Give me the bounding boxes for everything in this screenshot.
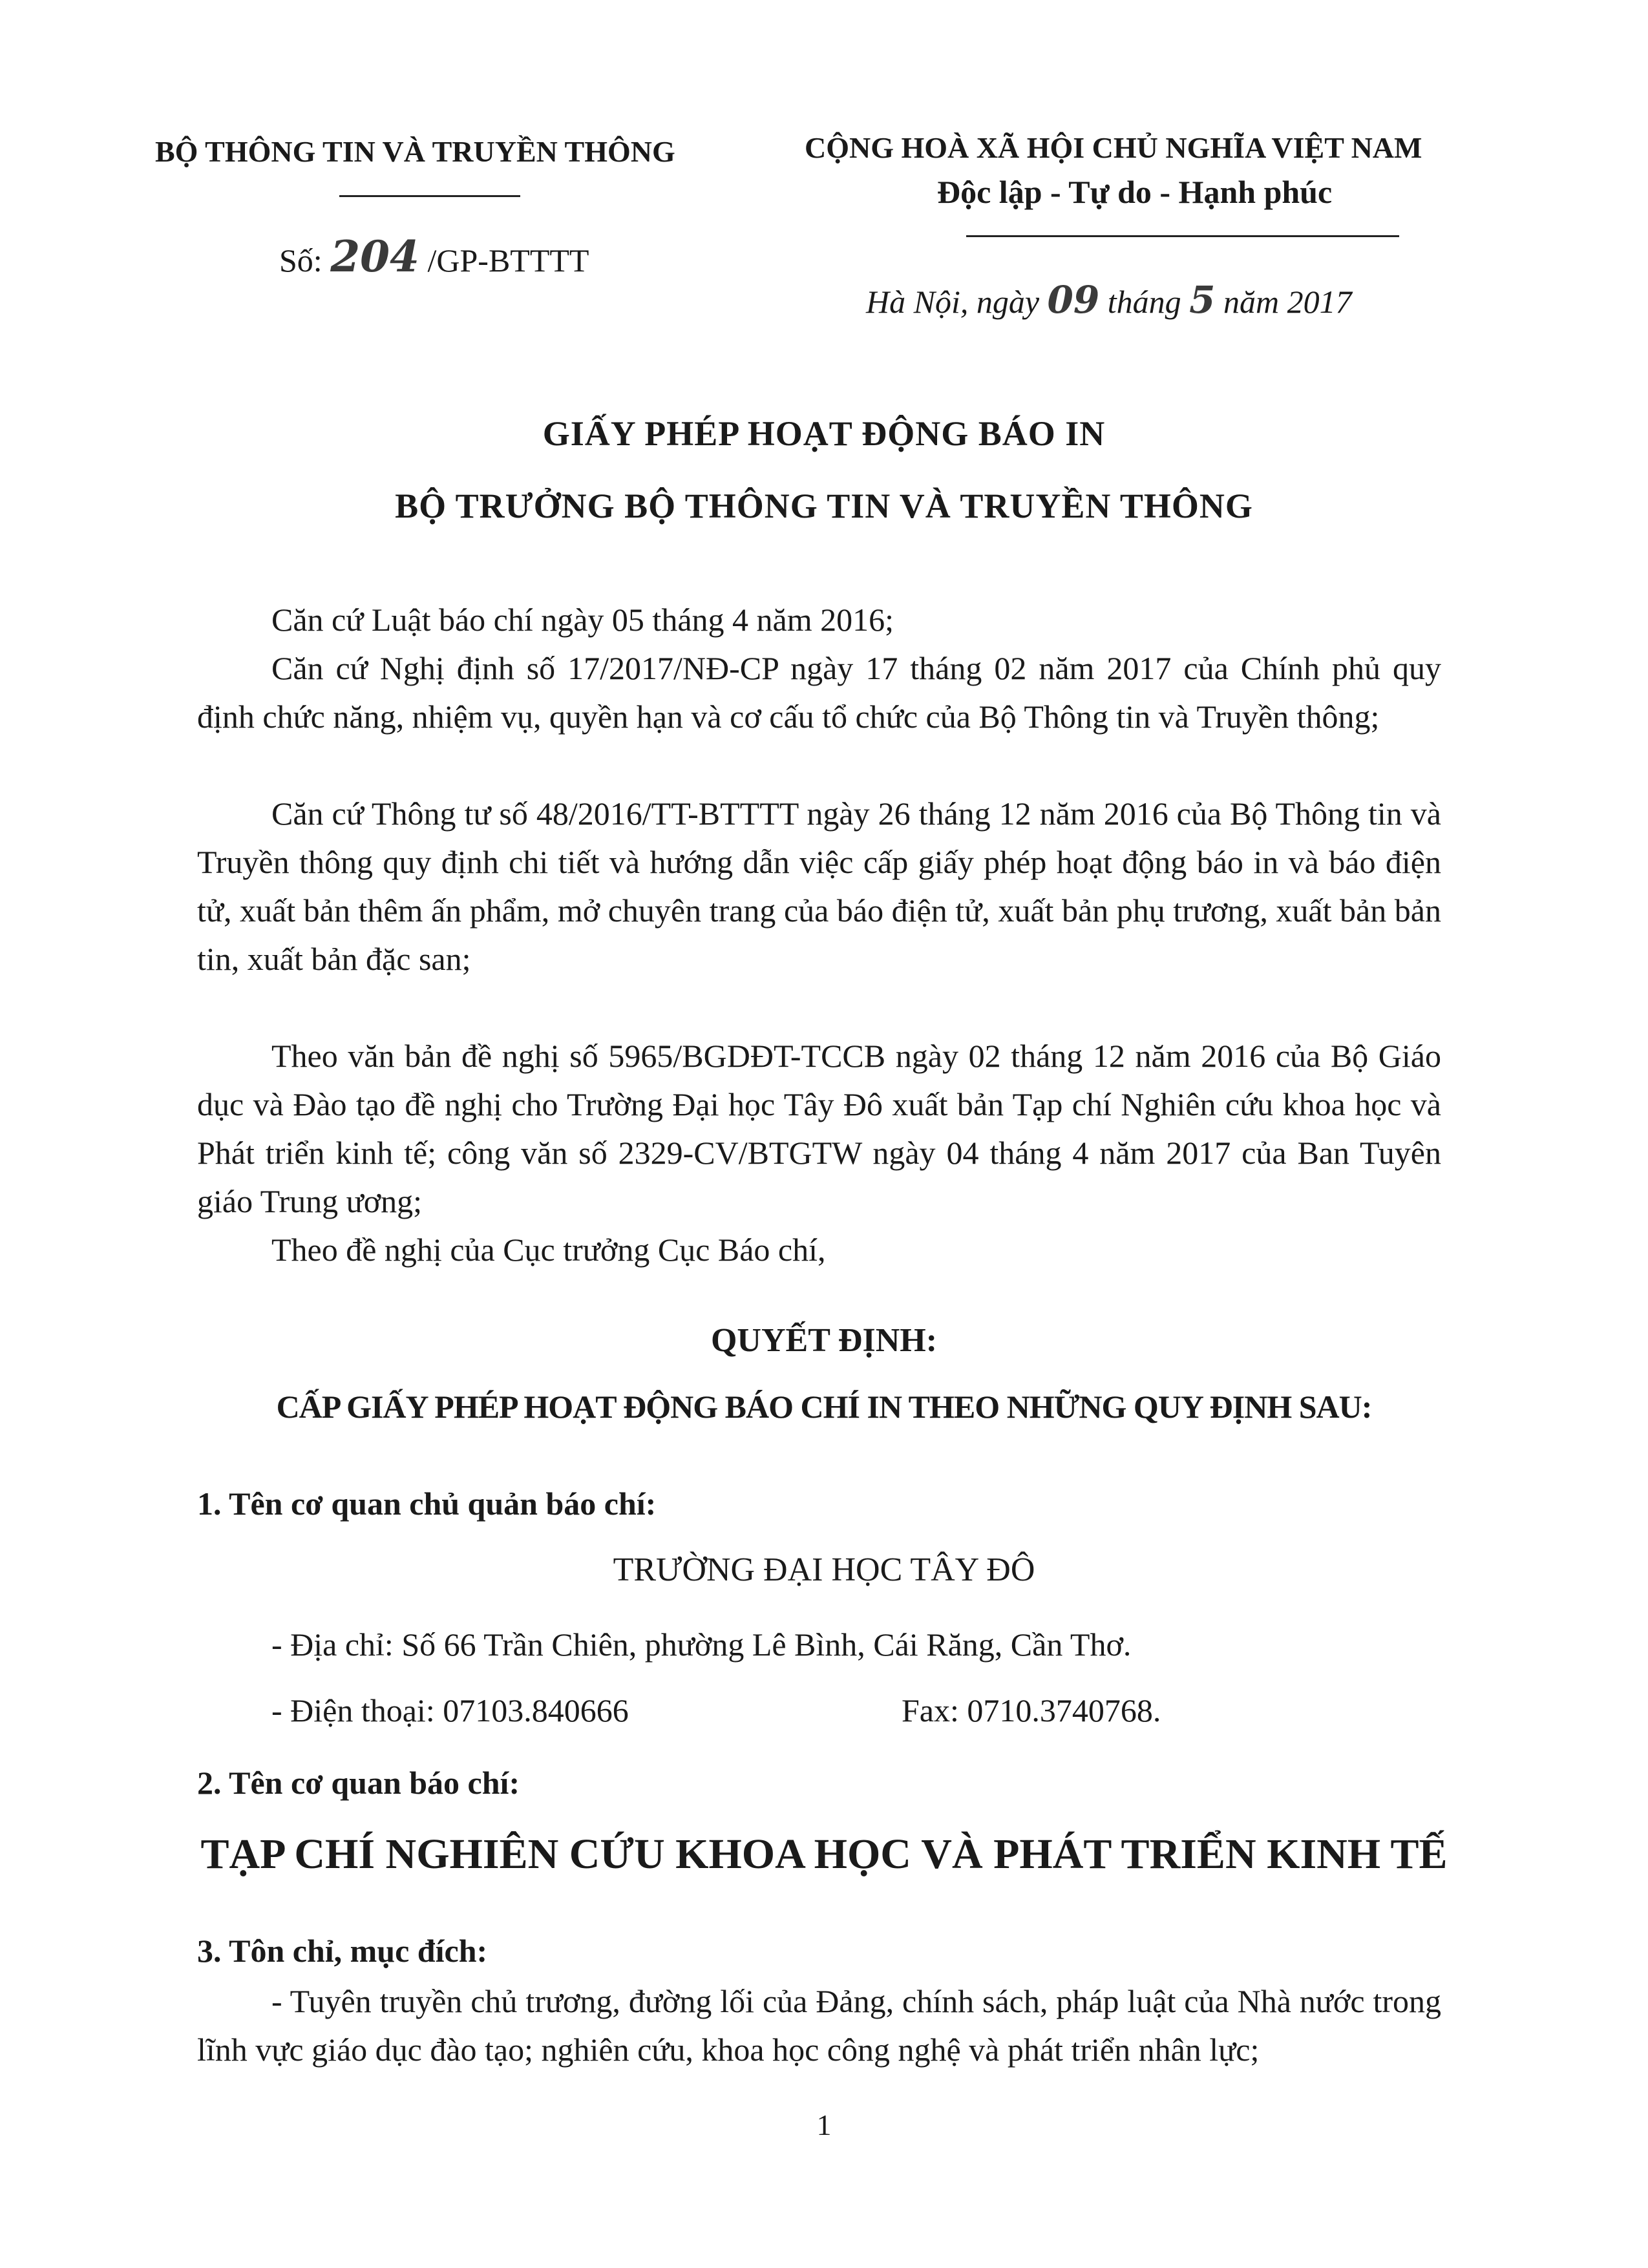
preamble-2: Căn cứ Nghị định số 17/2017/NĐ-CP ngày 17 tháng 02 năm 2017 của Chính phủ quy định chức năng, nhiệm vụ, quyền hạn và cơ cấu tổ chức của Bộ Thông tin và Truyền thông; <box>197 650 1441 735</box>
decision-heading: QUYẾT ĐỊNH: <box>710 1322 938 1359</box>
date-prefix: Hà Nội, ngày <box>866 284 1040 320</box>
section2-journal-name: TẠP CHÍ NGHIÊN CỨU KHOA HỌC VÀ PHÁT TRIỂN KINH TẾ <box>200 1831 1448 1878</box>
section3-item1: - Tuyên truyền chủ trương, đường lối của Đảng, chính sách, pháp luật của Nhà nước trong lĩnh vực giáo dục đào tạo; nghiên cứu, khoa học công nghệ và phát triển nhân lực; <box>197 1983 1441 2068</box>
so-number-handwritten: 204 <box>330 231 419 282</box>
motto-underline <box>966 235 1399 237</box>
ministry-name: BỘ THÔNG TIN VÀ TRUYỀN THÔNG <box>155 135 675 168</box>
section1-org-name: TRƯỜNG ĐẠI HỌC TÂY ĐÔ <box>613 1551 1035 1588</box>
date-month-label: tháng <box>1107 284 1181 320</box>
document-number <box>279 231 589 282</box>
ministry-underline <box>339 195 520 197</box>
date-month-handwritten: 5 <box>1189 278 1216 322</box>
date-year: năm 2017 <box>1223 284 1352 320</box>
page-number: 1 <box>816 2108 832 2141</box>
preamble-4: Theo văn bản đề nghị số 5965/BGDĐT-TCCB ngày 02 tháng 12 năm 2016 của Bộ Giáo dục và Đào tạo đề nghị cho Trường Đại học Tây Đô xuất bản Tạp chí Nghiên cứu khoa học và Phát triển kinh tế; công văn số 2329-CV/BTGTW ngày 04 tháng 4 năm 2017 của Ban Tuyên giáo Trung ương; <box>197 1038 1441 1219</box>
section2-heading: 2. Tên cơ quan báo chí: <box>197 1765 520 1801</box>
date-day-handwritten: 09 <box>1047 278 1100 322</box>
preamble-5: Theo đề nghị của Cục trưởng Cục Báo chí, <box>271 1232 826 1268</box>
so-label: Số: <box>279 242 322 278</box>
issue-date <box>866 278 1352 322</box>
preamble-1: Căn cứ Luật báo chí ngày 05 tháng 4 năm 2016; <box>271 602 894 638</box>
section1-heading: 1. Tên cơ quan chủ quản báo chí: <box>197 1486 657 1522</box>
national-motto: Độc lập - Tự do - Hạnh phúc <box>937 174 1333 210</box>
section1-address: - Địa chỉ: Số 66 Trần Chiên, phường Lê Bình, Cái Răng, Cần Thơ. <box>271 1626 1132 1663</box>
document-title: GIẤY PHÉP HOẠT ĐỘNG BÁO IN <box>542 414 1106 453</box>
section3-heading: 3. Tôn chỉ, mục đích: <box>197 1933 488 1969</box>
republic-name: CỘNG HOÀ XÃ HỘI CHỦ NGHĨA VIỆT NAM <box>805 131 1422 164</box>
decision-subheading: CẤP GIẤY PHÉP HOẠT ĐỘNG BÁO CHÍ IN THEO NHỮNG QUY ĐỊNH SAU: <box>276 1389 1372 1425</box>
issuer-title: BỘ TRƯỞNG BỘ THÔNG TIN VÀ TRUYỀN THÔNG <box>395 487 1253 525</box>
section1-fax: Fax: 0710.3740768. <box>902 1692 1161 1728</box>
section1-phone: - Điện thoại: 07103.840666 <box>271 1692 629 1728</box>
so-suffix: /GP-BTTTT <box>427 242 589 278</box>
preamble-3: Căn cứ Thông tư số 48/2016/TT-BTTTT ngày 26 tháng 12 năm 2016 của Bộ Thông tin và Truyền thông quy định chi tiết và hướng dẫn việc cấp giấy phép hoạt động báo in và báo điện tử, xuất bản thêm ấn phẩm, mở chuyên trang của báo điện tử, xuất bản phụ trương, xuất bản bản tin, xuất bản đặc san; <box>197 795 1441 977</box>
